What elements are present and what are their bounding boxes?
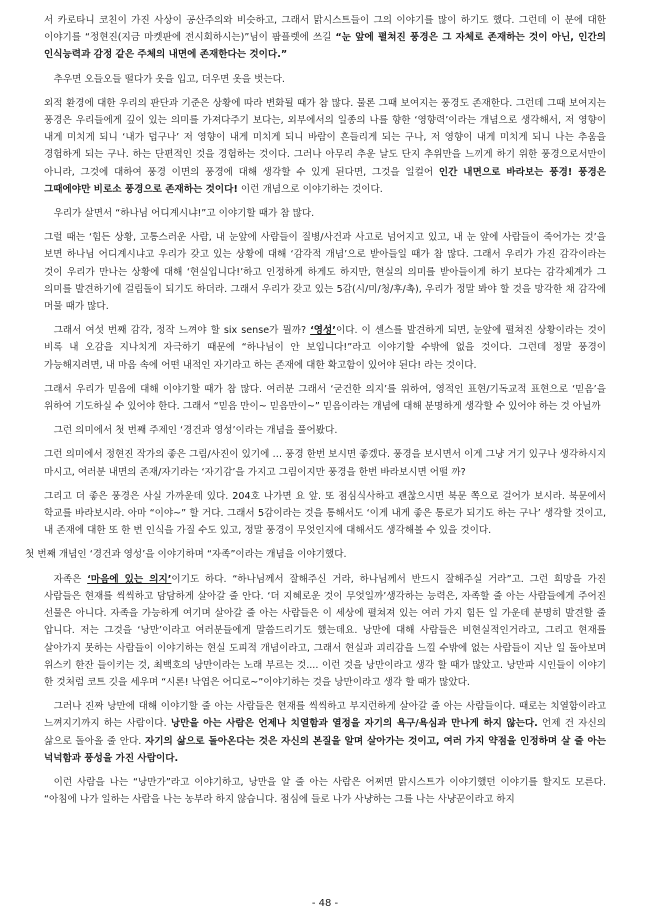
- paragraph: [44, 229, 606, 315]
- emphasized-text: 낭만을 아는 사람은 언제나 치열함과 열정을 자기의 욕구/욕심과 만나게 하지 않는다.: [170, 718, 538, 730]
- paragraph: [44, 95, 606, 198]
- text-segment: 언제 건 자신의 삶으로 돌아올 줄 안다.: [44, 718, 606, 747]
- text-segment: 이런 개념으로 이야기하는 것이다.: [237, 183, 383, 195]
- paragraph: [44, 422, 606, 439]
- page-number: - 48 -: [311, 898, 339, 909]
- emphasized-text: “눈 앞에 펼쳐진 풍경은 그 자체로 존재하는 것이 아닌, 인간의 인식능력과 감정 같은 주체의 내면에 존재한다는 것이다.”: [44, 32, 607, 61]
- paragraph: [44, 774, 606, 808]
- text-segment: 그래서 우리가 믿음에 대해 이야기할 때가 참 많다. 여러분 그래서 ‘굳건한 의지’를 위하여, 영적인 표현/기독교적 표현으로 ‘믿음’을 위하여 기도하실 수 있어야 한다. 그래서 “믿음 만이~ 믿음만이~” 믿음이라는 개념에 대해 분명하게 생각할 수 있어야 하는 것 아닐까: [44, 383, 606, 413]
- text-segment: 그런 의미에서 정현진 작가의 좋은 그림/사진이 있기에 … 풍경 한번 보시면 좋겠다. 풍경을 보시면서 이게 그냥 거기 있구나 생각하시지 마시고, 여러분 내면의 존재/자기라는 ‘자기감’을 가지고 그림이지만 풍경을 한번 바라보시면 어떨 까?: [44, 449, 606, 478]
- text-segment: 그러나 진짜 낭만에 대해 이야기할 줄 아는 사람들은 현재를 씩씩하고 부지런하게 살아갈 줄 아는 사람들이다. 때로는 치열함이라고 느껴지기까지 하는 사람이다.: [44, 701, 606, 730]
- text-segment: 이다. 이 센스를 발견하게 되면, 눈앞에 펼쳐진 상황이라는 것이 비록 내 오감을 지나치게 자극하기 때문에 “하나님이 안 보입니다!”라고 이야기할 수밖에 없을 것이다. 그런데 정말 풍경이 가능해지려면, 내 마음 속에 어떤 내적인 자기라고 하는 존재에 대한 확고함이 있어야 된다! 라는 것이다.: [44, 325, 606, 371]
- key-term: ‘마음에 있는 의지’: [87, 573, 172, 585]
- text-segment: 외적 환경에 대한 우리의 판단과 기준은 상황에 따라 변화될 때가 참 많다. 물론 그때 보여지는 풍경도 존재한다. 그런데 그때 보여지는 풍경은 우리들에게 깊이 있는 의미를 가져다주기 보다는, 외부에서의 일종의 나를 향한 ‘영향력’이라는 개념으로 생각해서, 저 영향이 내게 미치게 되니 ‘내가 덥구나’ 저 영향이 내게 미치게 되니 바람이 흔들리게 되는 구나, 저 영향이 내게 미치게 되니 나는 추움을 경험하게 되는 구나. 하는 단편적인 것을 경험하는 것이다. 그러나 아무리 추운 날도 단지 추위만을 느끼게 하기 위한 풍경으로서만이 아니라, 그것에 대하여 풍경 이면의 풍경에 대해 생각할 수 있게 된다면, 그것을 일컬어: [44, 97, 606, 178]
- text-segment: 이런 사람을 나는 “낭만가”라고 이야기하고, 낭만을 알 줄 아는 사람은 어쩌면 맑시스트가 이야기했던 이야기를 할지도 모른다. “아침에 나가 일하는 사람을 나는 농부라 하지 않습니다. 점심에 들로 나가 사냥하는 그를 나는 사냥꾼이라고 하지: [44, 776, 606, 806]
- paragraph: [44, 488, 606, 540]
- text-segment: 그럴 때는 ‘힘든 상황, 고통스러운 사람, 내 눈앞에 사람들이 질병/사건과 사고로 넘어지고 있고, 내 눈 앞에 사람들이 죽어가는 것’을 보면 하나님 어디계시냐고 우리가 갖고 있는 상황에 대해 ‘감각적 개념’으로 받아들일 때가 참 많다. 그래서 우리가 가진 감각이라는 것이 우리가 만나는 상황에 대해 ‘현실입니다!’하고 인정하게 하게도 하지만, 현실의 의미를 받아들이게 하기 보다는 감각체계가 그 의미를 발견하기에 걸림돌이 되기도 하더라. 그래서 우리가 갖고 있는 5감(시/미/청/후/촉), 우리가 정말 봐야 할 것을 망각한 채 감각에 머물 때가 많다.: [44, 232, 606, 313]
- paragraph: [44, 205, 606, 222]
- text-segment: 그리고 더 좋은 풍경은 사실 가까운데 있다. 204호 나가면 요 앞. 또 점심식사하고 괜찮으시면 북문 쪽으로 걸어가 보시라. 북문에서 학교를 바라보시라. 아마 “이야~” 할 거다. 그래서 5감이라는 것을 통해서도 ‘이게 내게 좋은 통로가 되기도 하는 구나’ 생각할 것이고, 내 존재에 대한 또 한 번 인식을 가질 수도 있고, 정말 풍경이 무엇인지에 대해서도 생각해볼 수 있을 것이다.: [44, 490, 606, 537]
- text-segment: 우리가 살면서 “하나님 어디계시냐!”고 이야기할 때가 참 많다.: [53, 208, 315, 220]
- text-segment: 그런 의미에서 첫 번째 주제인 ‘경건과 영성’이라는 개념을 풀어봤다.: [53, 425, 338, 437]
- paragraph: [44, 381, 606, 415]
- paragraph: [25, 546, 606, 563]
- text-segment: 자족은: [53, 573, 88, 585]
- text-segment: 그래서 여섯 번째 감각, 정작 느껴야 할 six sense가 뭘까?: [53, 325, 311, 337]
- paragraph: [44, 12, 606, 64]
- body-text: [25, 12, 607, 808]
- paragraph: [44, 71, 606, 88]
- paragraph: [44, 698, 606, 767]
- text-segment: 추우면 오들오들 떨다가 옷을 입고, 더우면 옷을 벗는다.: [53, 73, 285, 85]
- paragraph: [44, 571, 606, 691]
- key-term: ‘영성’: [310, 325, 336, 337]
- text-segment: 서 카로타니 코친이 가진 사상이 공산주의와 비슷하고, 그래서 맑시스트들이 그의 이야기를 많이 하기도 했다. 그런데 이 분에 대한 이야기를 “정현진(지금 마켓판에 전시회하시는)”님이 팜플렛에 쓰길: [44, 15, 606, 44]
- text-segment: 이기도 하다. “하나님께서 잘해주신 거라, 하나님께서 반드시 잘해주실 거라”고. 그런 희망을 가진 사람들은 현재를 씩씩하고 담담하게 살아갈 줄 안다. ‘더 지혜로운 것이 무엇일까’생각하는 능력은, 자족할 줄 아는 사람들에게 주어진 선물은 아니다. 자족을 가능하게 여기며 살아갈 줄 아는 사람들은 이 세상에 펼쳐져 있는 여러 가지 힘든 일 가운데 분명히 발견할 줄 압니다. 저는 그것을 ‘낭만’이라고 여러분들에게 말씀드리기도 했는데요. 낭만에 대해 사람들은 비현실적인거라고, 그리고 현재를 살아가지 못하는 사람들이 이야기하는 현실 도피적 개념이라고, 그래서 현실과 괴리감을 느낄 수밖에 없는 사람들이 지난 일 돌아보며 위스키 한잔 들이키는 것, 최백호의 낭만이라는 노래 부르는 것.... 이런 것을 낭만이라고 생각 할 때가 많았고. 낭만파 시인들이 이야기 한 것처럼 코트 깃을 세우며 “시론! 낙엽은 어디로~”이야기하는 것을 낭만이라고 생각 할 때가 많았다.: [44, 573, 606, 688]
- emphasized-text: 인간 내면으로 바라보는 풍경! 풍경은 그때에야만 비로소 풍경으로 존재하는 것이다!: [44, 166, 607, 195]
- text-segment: 첫 번째 개념인 ‘경건과 영성’을 이야기하며 “자족”이라는 개념을 이야기했다.: [25, 549, 347, 561]
- paragraph: [44, 446, 606, 480]
- paragraph: [44, 322, 606, 374]
- emphasized-text: 자기의 삶으로 돌아온다는 것은 자신의 본질을 알며 살아가는 것이고, 여러 가지 약점을 인정하며 살 줄 아는 넉넉함과 풍성을 가진 사람이다.: [44, 735, 607, 764]
